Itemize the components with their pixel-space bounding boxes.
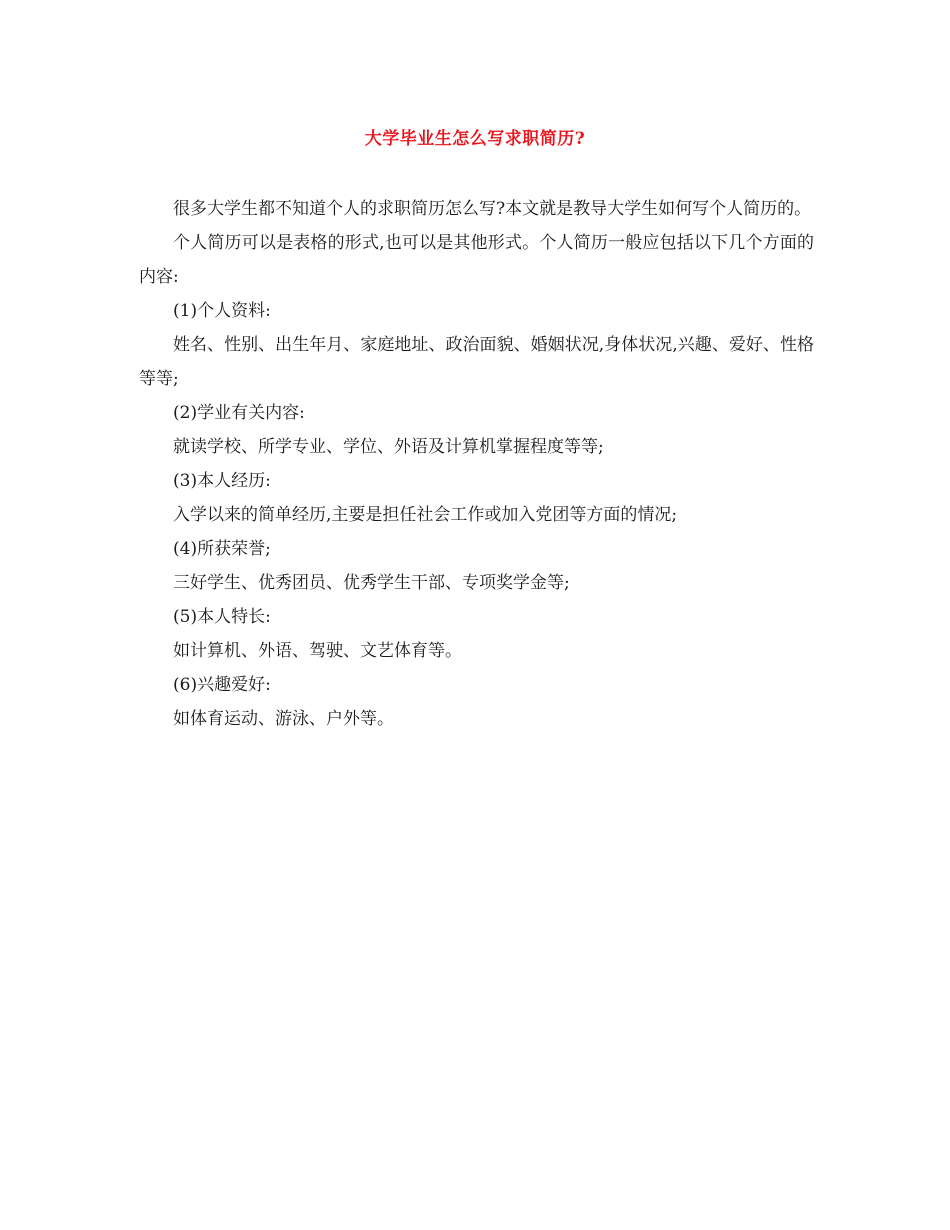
section-heading-education: (2)学业有关内容: [173, 403, 305, 423]
section-heading-skills: (5)本人特长: [173, 607, 271, 627]
paragraph-intro: 很多大学生都不知道个人的求职简历怎么写?本文就是教导大学生如何写个人简历的。 [173, 199, 812, 219]
section-heading-personal-info: (1)个人资料: [173, 301, 271, 321]
section-heading-hobbies: (6)兴趣爱好: [173, 675, 271, 695]
section-content-honors: 三好学生、优秀团员、优秀学生干部、专项奖学金等; [173, 573, 570, 593]
section-heading-experience: (3)本人经历: [173, 471, 271, 491]
section-content-hobbies: 如体育运动、游泳、户外等。 [173, 709, 394, 729]
paragraph-overview: 个人简历可以是表格的形式,也可以是其他形式。个人简历一般应包括以下几个方面的内容: [139, 233, 814, 287]
section-content-education: 就读学校、所学专业、学位、外语及计算机掌握程度等等; [173, 437, 604, 457]
section-content-personal-info: 姓名、性别、出生年月、家庭地址、政治面貌、婚姻状况,身体状况,兴趣、爱好、性格等等; [139, 335, 814, 389]
document-body [139, 192, 814, 736]
document-title: 大学毕业生怎么写求职简历? [364, 129, 586, 149]
section-content-skills: 如计算机、外语、驾驶、文艺体育等。 [173, 641, 462, 661]
section-heading-honors: (4)所获荣誉; [173, 539, 271, 559]
section-content-experience: 入学以来的简单经历,主要是担任社会工作或加入党团等方面的情况; [173, 505, 678, 525]
